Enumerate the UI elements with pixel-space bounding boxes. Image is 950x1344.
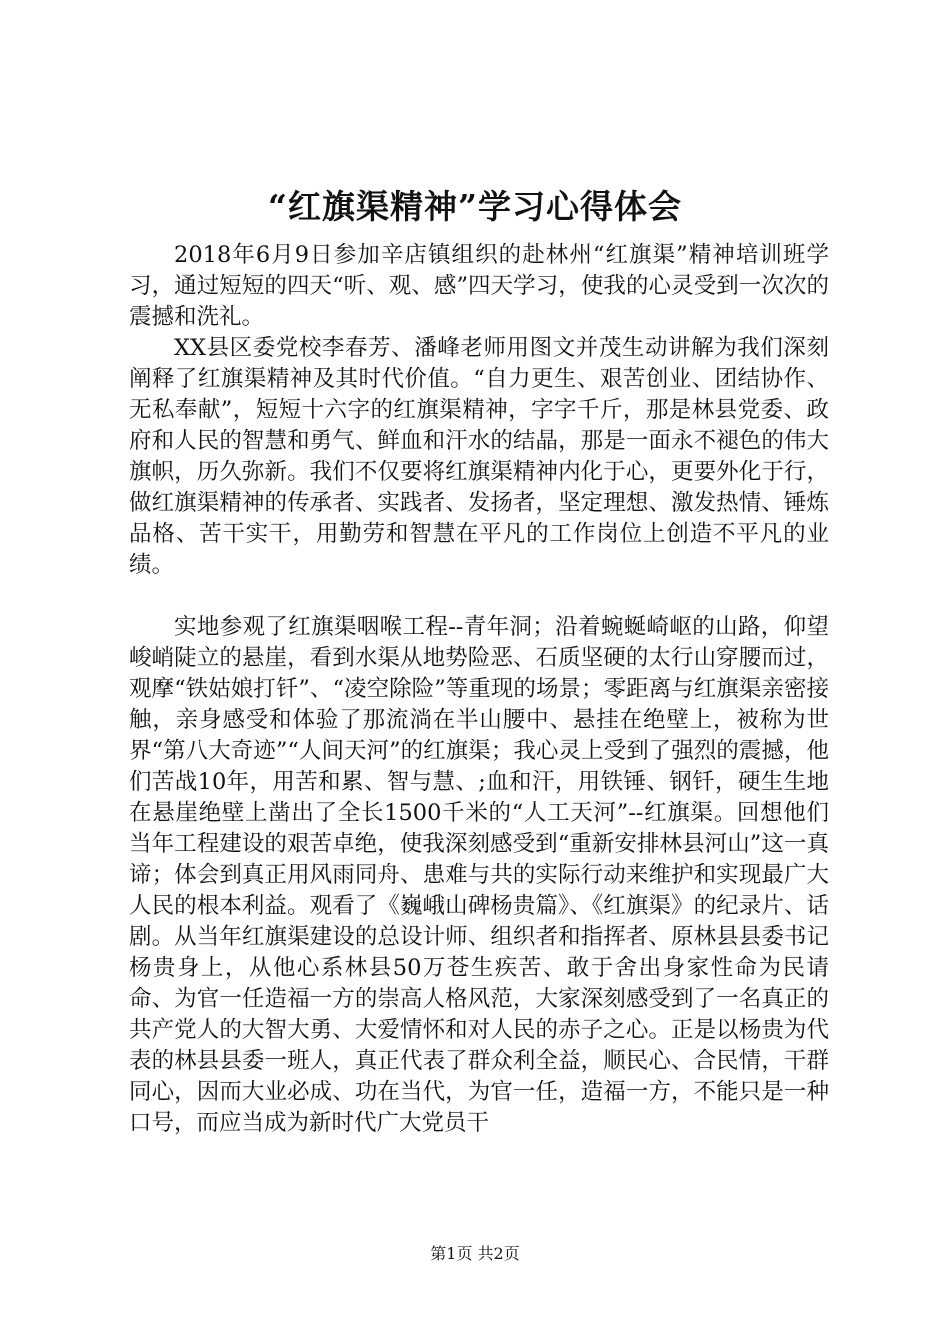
paragraph-1: 2018年6月9日参加辛店镇组织的赴林州“红旗渠”精神培训班学习，通过短短的四天“听、观、感”四天学习，使我的心灵受到一次次的震撼和洗礼。 bbox=[129, 242, 829, 330]
document-body bbox=[129, 240, 829, 1139]
paragraph-3: 实地参观了红旗渠咽喉工程--青年洞；沿着蜿蜒崎岖的山路，仰望峻峭陡立的悬崖，看到水渠从地势险恶、石质坚硬的太行山穿腰而过，观摩“铁姑娘打钎”、“凌空除险”等重现的场景；零距离与红旗渠亲密接触，亲身感受和体验了那流淌在半山腰中、悬挂在绝壁上，被称为世界“第八大奇迹”“人间天河”的红旗渠；我心灵上受到了强烈的震撼，他们苦战10年，用苦和累、智与慧、;血和汗，用铁锤、钢钎，硬生生地在悬崖绝壁上凿出了全长1500千米的“人工天河”--红旗渠。回想他们当年工程建设的艰苦卓绝，使我深刻感受到“重新安排林县河山”这一真谛；体会到真正用风雨同舟、患难与共的实际行动来维护和实现最广大人民的根本利益。观看了《巍峨山碑杨贵篇》、《红旗渠》的纪录片、话剧。从当年红旗渠建设的总设计师、组织者和指挥者、原林县县委书记杨贵身上，从他心系林县50万苍生疾苦、敢于舍出身家性命为民请命、为官一任造福一方的崇高人格风范，大家深刻感受到了一名真正的共产党人的大智大勇、大爱情怀和对人民的赤子之心。正是以杨贵为代表的林县县委一班人，真正代表了群众利全益，顺民心、合民情，干群同心，因而大业必成、功在当代，为官一任，造福一方，不能只是一种口号，而应当成为新时代广大党员干 bbox=[129, 614, 829, 1136]
document-title: “红旗渠精神”学习心得体会 bbox=[268, 187, 682, 226]
page-number-footer: 第1页 共2页 bbox=[430, 1244, 520, 1263]
paragraph-2: XX县区委党校李春芳、潘峰老师用图文并茂生动讲解为我们深刻阐释了红旗渠精神及其时代价值。“自力更生、艰苦创业、团结协作、无私奉献”，短短十六字的红旗渠精神，字字千斤，那是林县党委、政府和人民的智慧和勇气、鲜血和汗水的结晶，那是一面永不褪色的伟大旗帜，历久弥新。我们不仅要将红旗渠精神内化于心，更要外化于行，做红旗渠精神的传承者、实践者、发扬者，坚定理想、激发热情、锤炼品格、苦干实干，用勤劳和智慧在平凡的工作岗位上创造不平凡的业绩。 bbox=[129, 335, 829, 578]
